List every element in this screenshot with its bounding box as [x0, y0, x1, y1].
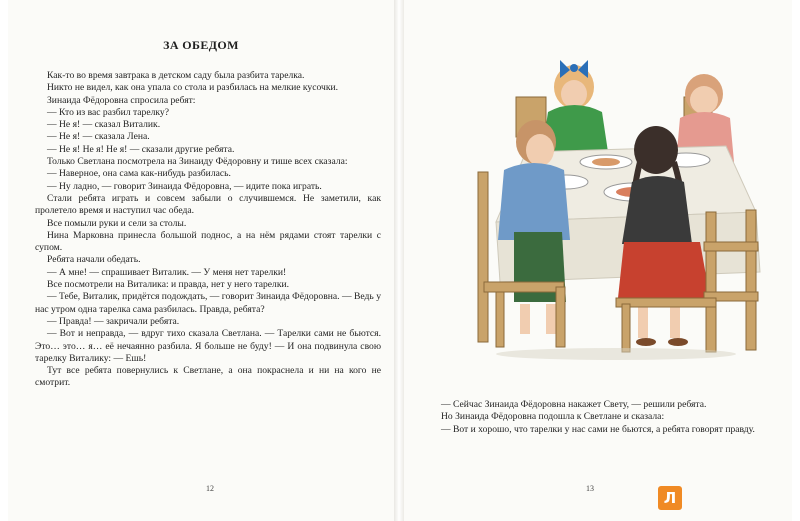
paragraph: — Наверное, она сама как-нибудь разбилась. — [47, 168, 231, 180]
paragraph: Все посмотрели на Виталика: и правда, нет у него тарелки. — [47, 279, 290, 291]
paragraph: Все помыли руки и сели за столы. — [47, 217, 187, 229]
paragraph: — Ну ладно, — говорит Зинаида Фёдоровна, — идите пока играть. — [47, 180, 322, 192]
left-page-text — [35, 70, 381, 390]
paragraph: — А мне! — спрашивает Виталик. — У меня нет тарелки! — [47, 266, 287, 278]
paragraph: Никто не видел, как она упала со стола и разбилась на мелкие кусочки. — [47, 82, 339, 94]
page-number-left: 12 — [206, 484, 214, 493]
right-page — [404, 0, 792, 521]
paragraph: — Не я! — сказал Виталик. — [47, 119, 161, 131]
paragraph: — Кто из вас разбил тарелку? — [47, 106, 169, 118]
right-page-text — [429, 399, 774, 436]
paragraph: — Правда! — закричали ребята. — [47, 315, 180, 327]
paragraph: Нина Марковна принесла большой поднос, а на нём рядами стоят тарелки с супом. — [35, 229, 381, 254]
paragraph: Как-то во время завтрака в детском саду была разбита тарелка. — [47, 70, 305, 81]
page-number-right: 13 — [586, 484, 594, 493]
paragraph: Зинаида Фёдоровна спросила ребят: — [47, 94, 196, 106]
paragraph: — Вот и хорошо, что тарелки у нас сами не бьются, а ребята говорят правду. — [441, 423, 755, 435]
labirint-logo-icon: Л — [658, 486, 682, 510]
paragraph: — Вот и неправда, — вдруг тихо сказала Светлана. — Тарелки сами не бьются. Это… это… я… её нечаянно разбила. Я больше не буду! — И она подвинула свою тарелку Виталику: — Ешь! — [35, 328, 381, 364]
paragraph: — Сейчас Зинаида Фёдоровна накажет Свету, — решили ребята. — [441, 399, 707, 410]
paragraph: — Не я! Не я! Не я! — сказали другие ребята. — [47, 143, 235, 155]
paragraph: — Не я! — сказала Лена. — [47, 131, 150, 143]
left-page — [8, 0, 394, 521]
chapter-title: ЗА ОБЕДОМ — [163, 38, 239, 52]
children-at-table-illustration — [456, 42, 764, 362]
paragraph: Но Зинаида Фёдоровна подошла к Светлане и сказала: — [441, 411, 665, 423]
paragraph: Ребята начали обедать. — [47, 254, 141, 266]
paragraph: — Тебе, Виталик, придётся подождать, — говорит Зинаида Фёдоровна. — Ведь у нас утром одна тарелка сама разбилась. Правда, ребята? — [35, 291, 381, 315]
paragraph: Стали ребята играть и совсем забыли о случившемся. Не заметили, как пролетело время и наступил час обеда. — [35, 192, 381, 217]
book-gutter — [394, 0, 404, 521]
paragraph: Только Светлана посмотрела на Зинаиду Фёдоровну и тише всех сказала: — [47, 156, 348, 168]
paragraph: Тут все ребята повернулись к Светлане, а она покраснела и ни на кого не смотрит. — [35, 365, 381, 389]
